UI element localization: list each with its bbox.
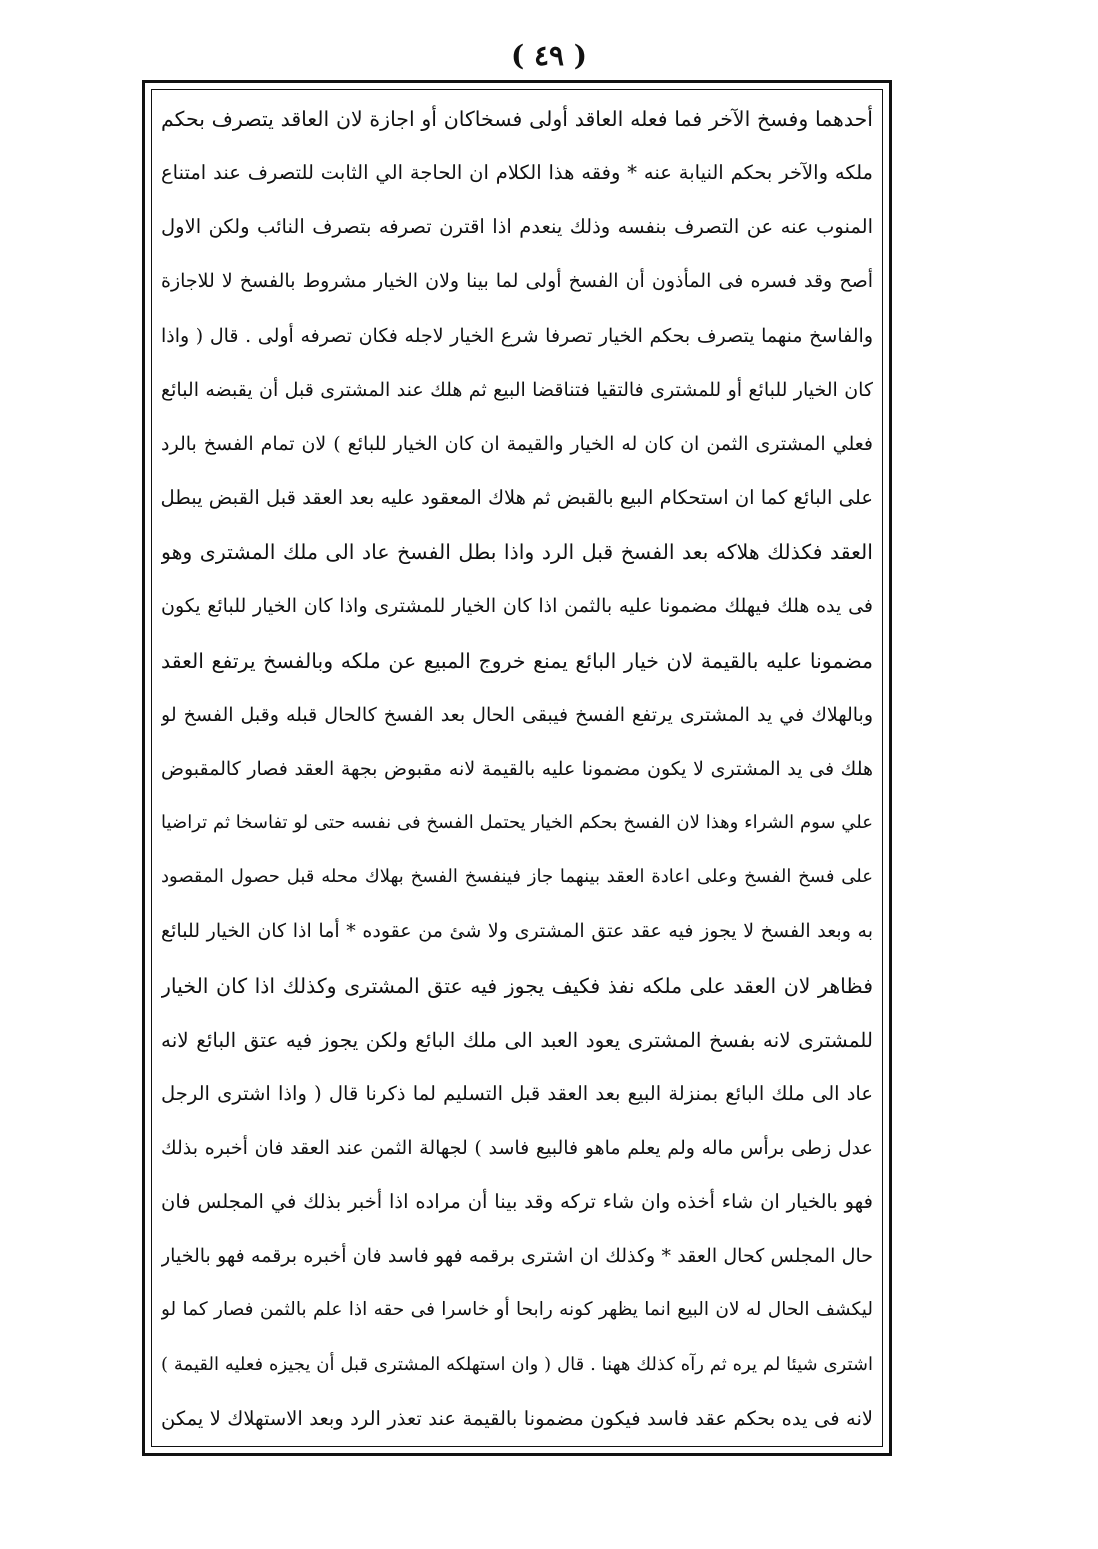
text-line: أحدهما وفسخ الآخر فما فعله العاقد أولى فسخاكان أو اجازة لان العاقد يتصرف بحكم: [161, 107, 873, 131]
text-line: أصح وقد فسره فى المأذون أن الفسخ أولى لما بينا ولان الخيار مشروط بالفسخ لا للاجازة: [161, 270, 873, 293]
text-body: [161, 93, 873, 1445]
text-line: كان الخيار للبائع أو للمشترى فالتقيا فتناقضا البيع ثم هلك عند المشترى قبل أن يقبضه البائع: [161, 378, 873, 401]
text-line: العقد فكذلك هلاكه بعد الفسخ قبل الرد واذا بطل الفسخ عاد الى ملك المشترى وهو: [161, 540, 873, 565]
text-line: والفاسخ منهما يتصرف بحكم الخيار تصرفا شرع الخيار لاجله فكان تصرفه أولى . قال ( واذا: [161, 324, 873, 347]
text-line: ليكشف الحال له لان البيع انما يظهر كونه رابحا أو خاسرا فى حقه اذا علم بالثمن فصار كما لو: [161, 1299, 873, 1321]
text-line: على البائع كما ان استحكام البيع بالقبض ثم هلاك المعقود عليه بعد العقد قبل القبض يبطل: [161, 486, 873, 510]
text-line: فى يده هلك فيهلك مضمونا عليه بالثمن اذا كان الخيار للمشترى واذا كان الخيار للبائع يكون: [161, 595, 873, 618]
text-line: ملكه والآخر بحكم النيابة عنه * وفقه هذا الكلام ان الحاجة الي الثابت للتصرف عند امتناع: [161, 161, 873, 185]
text-line: فعلي المشترى الثمن ان كان له الخيار والقيمة ان كان الخيار للبائع ) لان تمام الفسخ بالرد: [161, 432, 873, 455]
text-line: عاد الى ملك البائع بمنزلة البيع بعد العقد قبل التسليم لما ذكرنا قال ( واذا اشترى الرجل: [161, 1081, 873, 1105]
text-line: هلك فى يد المشترى لا يكون مضمونا عليه بالقيمة لانه مقبوض بجهة العقد فصار كالمقبوض: [161, 757, 873, 780]
text-line: علي سوم الشراء وهذا لان الفسخ بحكم الخيار يحتمل الفسخ فى نفسه حتى لو تفاسخا ثم تراضيا: [161, 812, 873, 834]
text-line: وبالهلاك في يد المشترى يرتفع الفسخ فيبقى الحال بعد الفسخ كالحال قبله وقبل الفسخ لو: [161, 703, 873, 726]
text-line: لانه فى يده بحكم عقد فاسد فيكون مضمونا بالقيمة عند تعذر الرد وبعد الاستهلاك لا يمكن: [161, 1406, 873, 1430]
text-frame: [142, 80, 892, 1456]
text-line: عدل زطى برأس ماله ولم يعلم ماهو فالبيع فاسد ) لجهالة الثمن عند العقد فان أخبره بذلك: [161, 1136, 873, 1159]
text-line: اشترى شيئا لم يره ثم رآه كذلك ههنا . قال ( وان استهلكه المشترى قبل أن يجيزه فعليه القيمة ): [161, 1353, 873, 1375]
text-line: به وبعد الفسخ لا يجوز فيه عقد عتق المشترى ولا شئ من عقوده * أما اذا كان الخيار للبائع: [161, 920, 873, 943]
text-line: مضمونا عليه بالقيمة لان خيار البائع يمنع خروج المبيع عن ملكه وبالفسخ يرتفع العقد: [161, 648, 873, 673]
text-line: حال المجلس كحال العقد * وكذلك ان اشترى برقمه فهو فاسد فان أخبره برقمه فهو بالخيار: [161, 1245, 873, 1268]
text-line: فظاهر لان العقد على ملكه نفذ فكيف يجوز فيه عتق المشترى وكذلك اذا كان الخيار: [161, 973, 873, 998]
page-number: ( ٤٩ ): [510, 39, 588, 72]
text-line: على فسخ الفسخ وعلى اعادة العقد بينهما جاز فينفسخ الفسخ بهلاك محله قبل حصول المقصود: [161, 866, 873, 888]
text-line: فهو بالخيار ان شاء أخذه وان شاء تركه وقد بينا أن مراده اذا أخبر بذلك في المجلس فان: [161, 1190, 873, 1214]
text-line: للمشترى لانه بفسخ المشترى يعود العبد الى ملك البائع ولكن يجوز فيه عتق البائع لانه: [161, 1027, 873, 1052]
text-line: المنوب عنه عن التصرف بنفسه وذلك ينعدم اذا اقترن تصرفه بتصرف النائب ولكن الاول: [161, 215, 873, 239]
